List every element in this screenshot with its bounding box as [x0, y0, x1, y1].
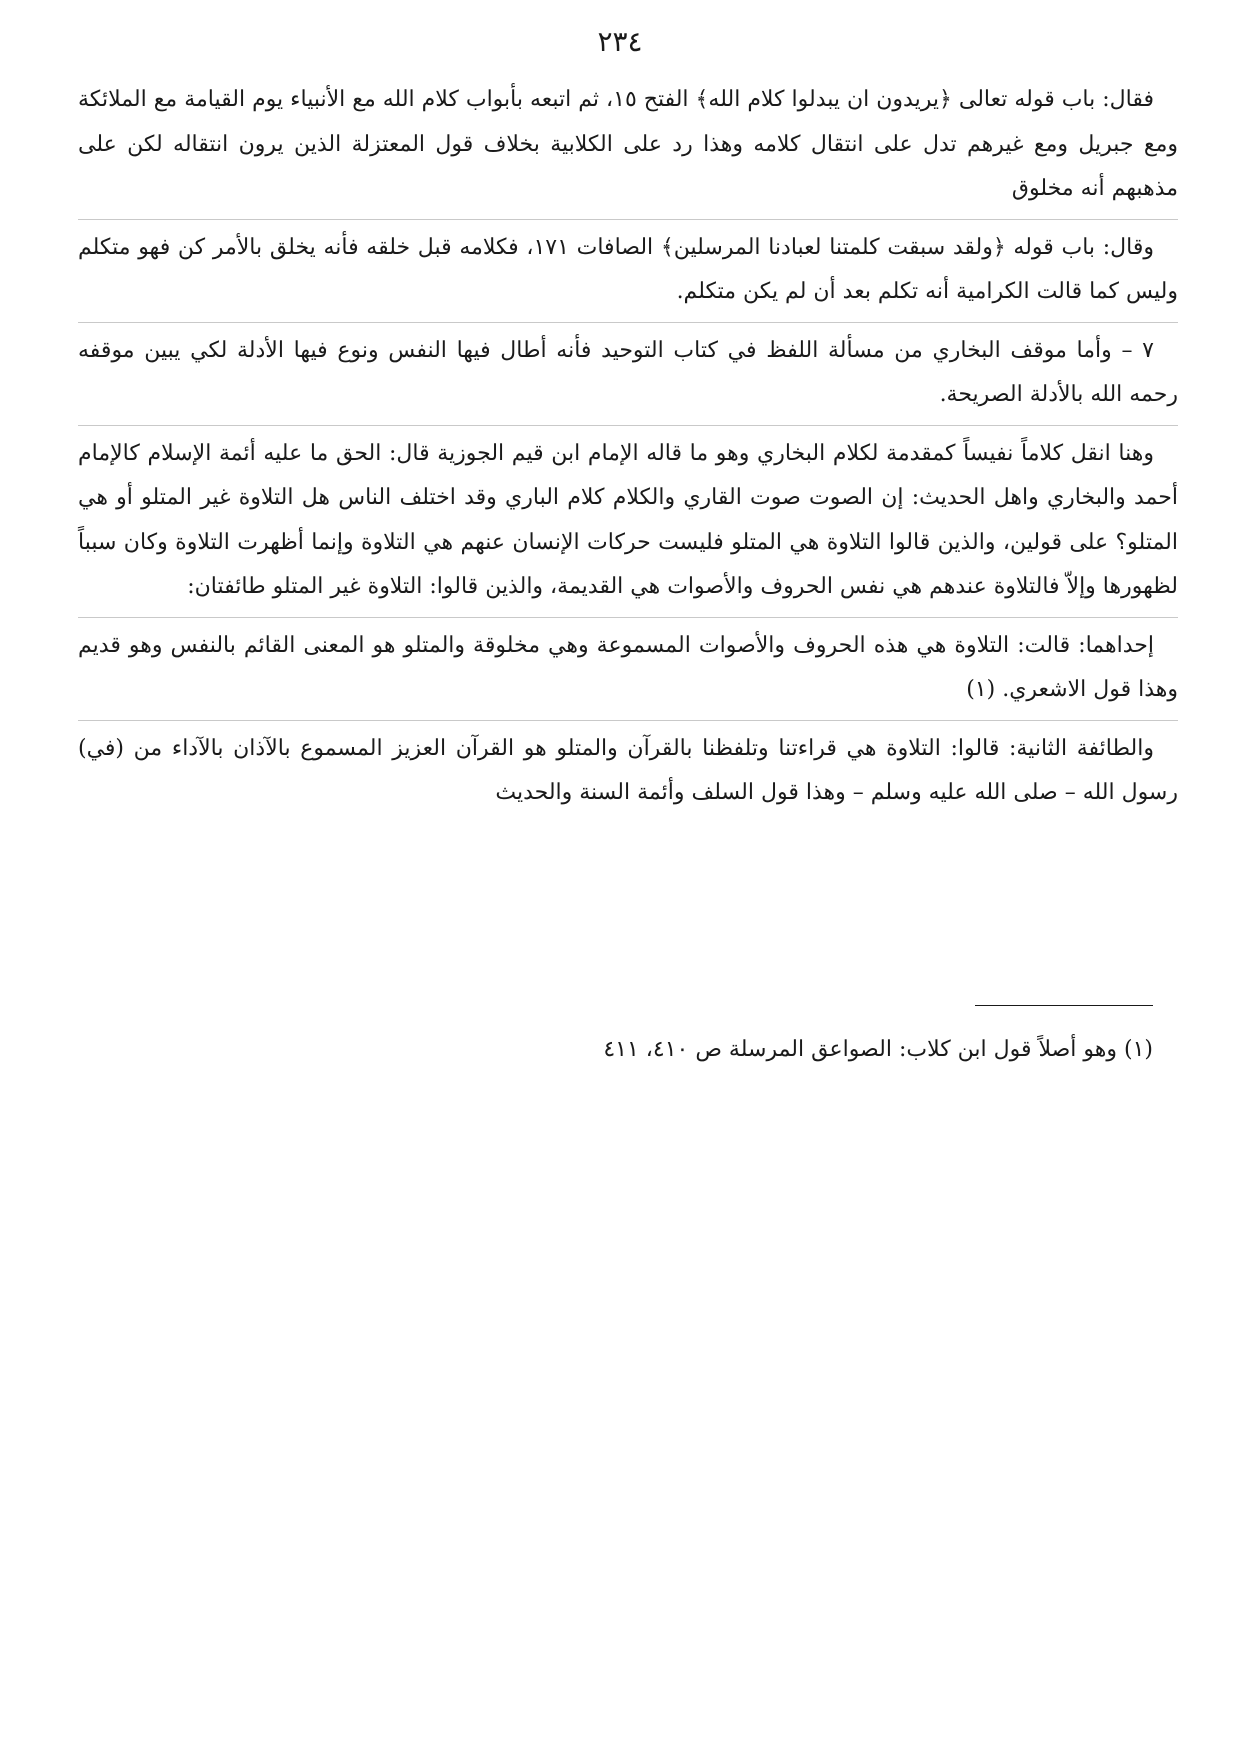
- page-number: ٢٣٤: [597, 25, 643, 58]
- paragraph-6: والطائفة الثانية: قالوا: التلاوة هي قراءتنا وتلفظنا بالقرآن والمتلو هو القرآن العزيز المسموع بالآذان بالآداء من (في) رسول الله – صلى الله عليه وسلم – وهذا قول السلف وأئمة السنة والحديث: [78, 720, 1178, 816]
- paragraph-3: ٧ – وأما موقف البخاري من مسألة اللفظ في كتاب التوحيد فأنه أطال فيها النفس ونوع فيها الأدلة لكي يبين موقفه رحمه الله بالأدلة الصريحة.: [78, 322, 1178, 418]
- footnote-separator: [975, 1005, 1153, 1006]
- body-text: [78, 78, 1178, 816]
- paragraph-1: فقال: باب قوله تعالى ﴿يريدون ان يبدلوا كلام الله﴾ الفتح ١٥، ثم اتبعه بأبواب كلام الله مع الأنبياء يوم القيامة مع الملائكة ومع جبريل ومع غيرهم تدل على انتقال كلامه وهذا رد على الكلابية بخلاف قول المعتزلة الذين يرون انتقاله لكن على مذهبهم أنه مخلوق: [78, 87, 1178, 201]
- footnote: (١) وهو أصلاً قول ابن كلاب: الصواعق المرسلة ص ٤١٠، ٤١١: [603, 1037, 1153, 1062]
- paragraph-5: إحداهما: قالت: التلاوة هي هذه الحروف والأصوات المسموعة وهي مخلوقة والمتلو هو المعنى القائم بالنفس وهو قديم وهذا قول الاشعري. (١): [78, 617, 1178, 713]
- paragraph-4: وهنا انقل كلاماً نفيساً كمقدمة لكلام البخاري وهو ما قاله الإمام ابن قيم الجوزية قال: الحق ما عليه أئمة الإسلام كالإمام أحمد والبخاري واهل الحديث: إن الصوت صوت القاري والكلام كلام الباري وقد اختلف الناس هل التلاوة غير المتلو أو هي المتلو؟ على قولين، والذين قالوا التلاوة هي المتلو فليست حركات الإنسان عنهم هي التلاوة وإنما أظهرت التلاوة وكان سبباً لظهورها وإلاّ فالتلاوة عندهم هي نفس الحروف والأصوات هي القديمة، والذين قالوا: التلاوة غير المتلو طائفتان:: [78, 425, 1178, 610]
- paragraph-2: وقال: باب قوله ﴿ولقد سبقت كلمتنا لعبادنا المرسلين﴾ الصافات ١٧١، فكلامه قبل خلقه فأنه يخلق بالأمر كن فهو متكلم وليس كما قالت الكرامية أنه تكلم بعد أن لم يكن متكلم.: [78, 219, 1178, 315]
